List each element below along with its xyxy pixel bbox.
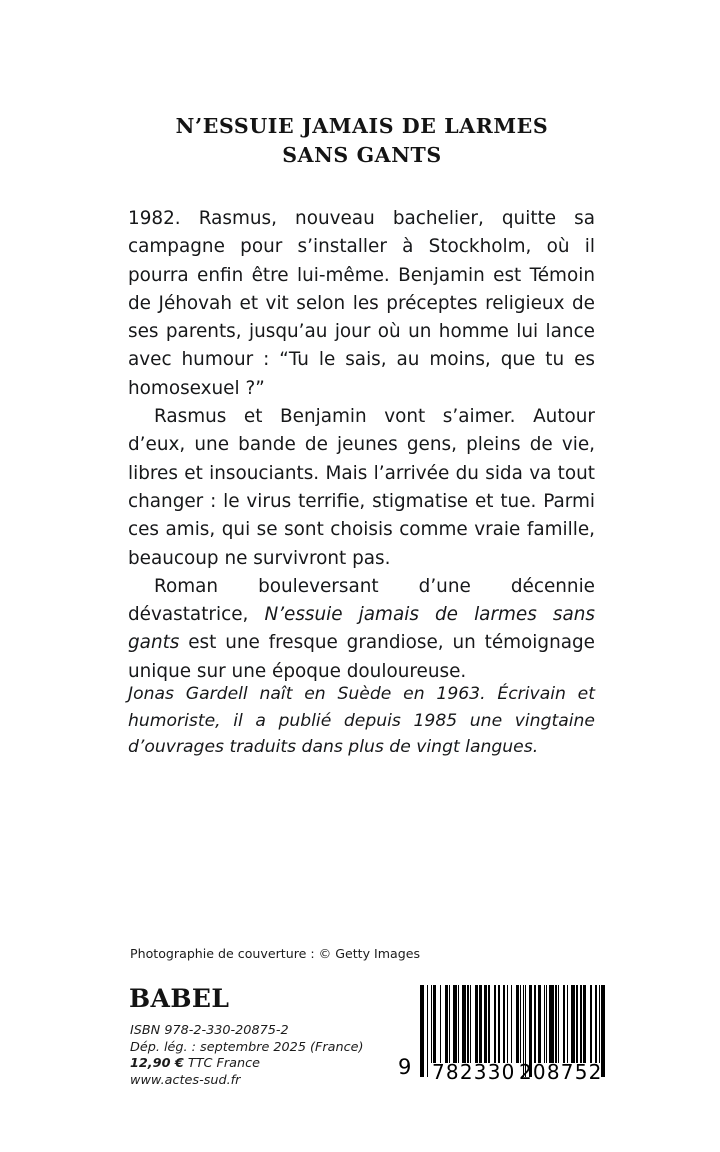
- blurb-inline-title: N’essuie jamais de larmes sans gants: [128, 604, 595, 654]
- publisher-logo: BABEL: [129, 984, 230, 1013]
- barcode-lead-digit: 9: [398, 1055, 412, 1079]
- blurb-paragraph-1: 1982. Rasmus, nouveau bachelier, quitte sa campagne pour s’installer à Stockholm, où il pourra enfin être lui-même. Benjamin est Témoin de Jéhovah et vit selon les préceptes religieux de ses parents, jusqu’au jour où un homme lui lance avec humour : “Tu le sais, au moins, que tu es homosexuel ?”: [128, 208, 595, 399]
- blurb-paragraph-3: [128, 573, 595, 686]
- ean13-barcode: [398, 985, 603, 1097]
- barcode-digits: [420, 1060, 603, 1084]
- blurb-paragraph-2: Rasmus et Benjamin vont s’aimer. Autour d’eux, une bande de jeunes gens, pleins de vie, libres et insouciants. Mais l’arrivée du sida va tout changer : le virus terrifie, stigmatise et tue. Parmi ces amis, qui se sont choisis comme vraie famille, beaucoup ne survivront pas.: [128, 406, 595, 569]
- price-value: 12,90 €: [130, 1056, 184, 1072]
- barcode-group-left: 782330: [432, 1060, 516, 1084]
- imprint-details: [130, 1023, 364, 1089]
- cover-photo-credit: Photographie de couverture : © Getty Images: [130, 946, 421, 961]
- isbn-line: ISBN 978-2-330-20875-2: [130, 1023, 289, 1038]
- blurb-paragraph-3-before: Roman bouleversant d’une décennie dévastatrice,: [128, 575, 595, 626]
- blurb-text: [128, 205, 595, 686]
- price-line: [130, 1056, 364, 1073]
- author-bio-text: Jonas Gardell naît en Suède en 1963. Écrivain et humoriste, il a publié depuis 1985 une vingtaine d’ouvrages traduits dans plus de vingt langues.: [128, 684, 595, 757]
- website-line: www.actes-sud.fr: [130, 1072, 241, 1088]
- blurb-paragraph-3-after: est une fresque grandiose, un témoignage unique sur une époque douloureuse.: [128, 632, 595, 682]
- title-line-1: N’ESSUIE JAMAIS DE LARMES: [175, 114, 549, 138]
- page-title: [128, 112, 596, 170]
- barcode-bar: [605, 985, 608, 1077]
- title-line-2: SANS GANTS: [282, 143, 442, 167]
- author-bio: [128, 681, 595, 761]
- price-suffix: TTC France: [183, 1056, 261, 1072]
- legal-deposit-line: Dép. lég. : septembre 2025 (France): [130, 1039, 364, 1055]
- barcode-group-right: 208752: [519, 1060, 603, 1084]
